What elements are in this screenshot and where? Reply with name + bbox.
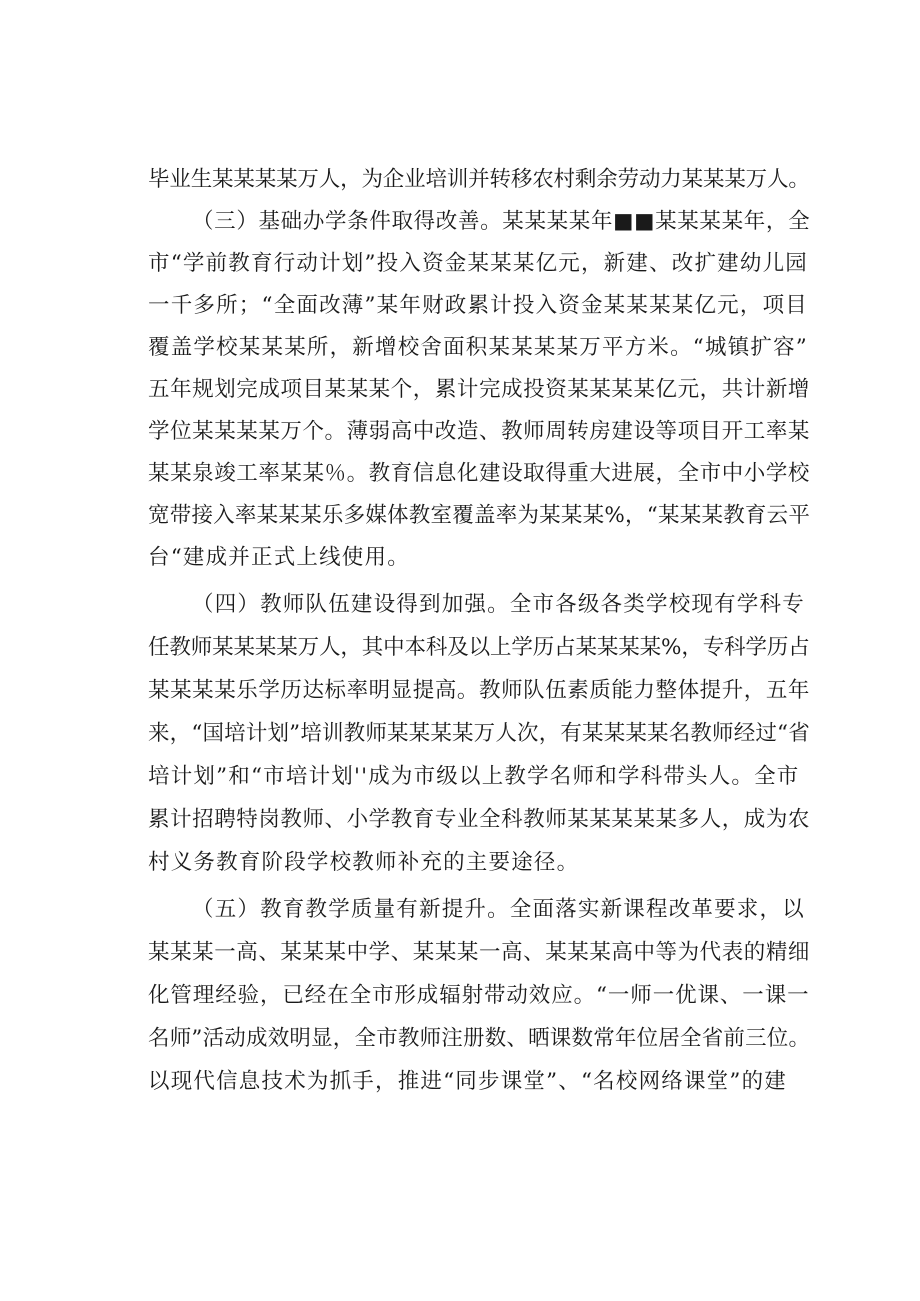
text-line: 市“学前教育行动计划”投入资金某某某亿元，新建、改扩建幼儿园 xyxy=(148,251,808,276)
text-line: 毕业生某某某某万人，为企业培训并转移农村剩余劳动力某某某万人。 xyxy=(148,167,810,192)
text-line: 覆盖学校某某某所，新增校舍面积某某某某万平方米。“城镇扩容” xyxy=(148,335,808,360)
text-line: 某某某某乐学历达标率明显提高。教师队伍素质能力整体提升，五年 xyxy=(148,678,811,703)
text-line: 一千多所；“全面改薄”某年财政累计投入资金某某某某亿元，项目 xyxy=(148,293,808,318)
text-line: 某某某一高、某某某中学、某某某一高、某某某高中等为代表的精细 xyxy=(148,940,811,965)
text-line: 某某泉竣工率某某％。教育信息化建设取得重大进展，全市中小学校 xyxy=(148,461,811,486)
text-line: 任教师某某某某万人，其中本科及以上学历占某某某某%，专科学历占 xyxy=(148,635,810,660)
text-line: 宽带接入率某某某乐多媒体教室覆盖率为某某某%，“某某某教育云平 xyxy=(148,503,811,528)
text-line: 培计划”和“市培计划''成为市级以上教学名师和学科带头人。全市 xyxy=(148,764,800,789)
text-line: 台“建成并正式上线使用。 xyxy=(148,545,410,570)
text-line: 累计招聘特岗教师、小学教育专业全科教师某某某某某多人，成为农 xyxy=(148,807,811,832)
text-line: 名师”活动成效明显，全市教师注册数、晒课数常年位居全省前三位。 xyxy=(148,1026,811,1051)
text-line: 来，“国培计划”培训教师某某某某万人次，有某某某某名教师经过“省 xyxy=(148,721,810,746)
text-line: 村义务教育阶段学校教师补充的主要途径。 xyxy=(148,850,580,875)
section-heading-line: （三）基础办学条件取得改善。某某某某年■■某某某某年，全 xyxy=(192,209,811,234)
text-line: 化管理经验，已经在全市形成辐射带动效应。“一师一优课、一课一 xyxy=(148,983,810,1008)
section-heading-line: （五）教育教学质量有新提升。全面落实新课程改革要求，以 xyxy=(192,897,805,922)
text-line: 学位某某某某万个。薄弱高中改造、教师周转房建设等项目开工率某 xyxy=(148,419,811,444)
text-line: 以现代信息技术为抓手，推进“同步课堂”、“名校网络课堂”的建 xyxy=(148,1069,787,1094)
section-heading-line: （四）教师队伍建设得到加强。全市各级各类学校现有学科专 xyxy=(192,592,805,617)
text-line: 五年规划完成项目某某某个，累计完成投资某某某某亿元，共计新增 xyxy=(148,377,811,402)
